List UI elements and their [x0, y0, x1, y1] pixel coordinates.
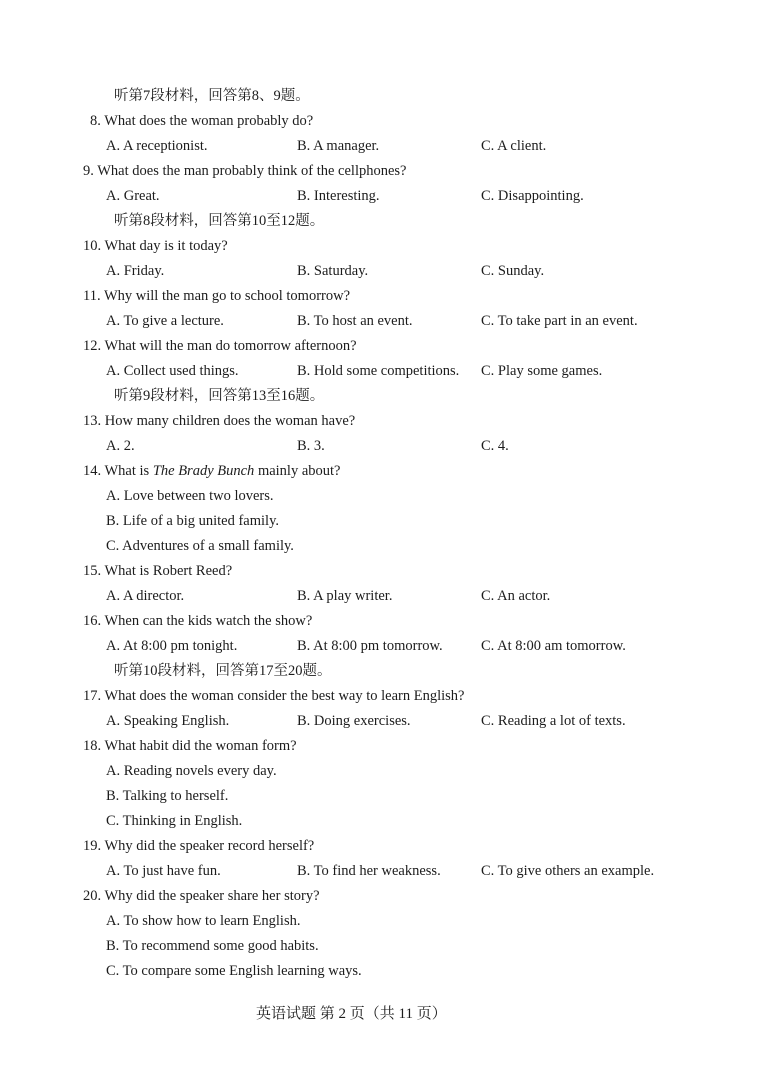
option-label: A.: [106, 763, 121, 779]
option-b: [297, 134, 379, 159]
question-13: [0, 409, 761, 434]
option-b: [297, 184, 380, 209]
option-text: At 8:00 pm tonight.: [122, 638, 238, 654]
option-text: Life of a big united family.: [122, 513, 280, 529]
question-stem: [83, 234, 228, 259]
option-label: A.: [106, 488, 121, 504]
question-stem: [83, 684, 464, 709]
option-b: [106, 784, 228, 809]
option-text: Great.: [123, 188, 160, 204]
options-row: [0, 509, 761, 534]
show-title: The Brady Bunch: [152, 463, 255, 479]
section-header: 听第7段材料，回答第8、9题。: [114, 88, 310, 104]
question-stem: [83, 159, 407, 184]
question-number: 11.: [83, 288, 101, 304]
section-header: 听第10段材料，回答第17至20题。: [114, 663, 332, 679]
option-text: 2.: [123, 438, 135, 454]
option-text: A director.: [122, 588, 185, 604]
question-19: [0, 834, 761, 859]
option-c: [481, 309, 638, 334]
option-c: [106, 959, 362, 984]
options-row: [0, 709, 761, 734]
option-c: [106, 534, 294, 559]
question-10: [0, 234, 761, 259]
options-row: [0, 584, 761, 609]
question-text: What is: [104, 463, 150, 479]
option-text: Saturday.: [313, 263, 369, 279]
option-c: [481, 259, 544, 284]
option-a: [106, 434, 135, 459]
question-stem: [90, 109, 313, 134]
option-a: [106, 309, 224, 334]
option-label: C.: [481, 638, 495, 654]
question-9: [0, 159, 761, 184]
question-text: What does the woman consider the best way to learn English?: [104, 688, 465, 704]
question-number: 12.: [83, 338, 102, 354]
option-text: Friday.: [123, 263, 165, 279]
question-text: Why did the speaker share her story?: [104, 888, 320, 904]
option-text: Love between two lovers.: [123, 488, 274, 504]
option-label: B.: [297, 438, 311, 454]
option-label: A.: [106, 188, 121, 204]
option-b: [297, 259, 368, 284]
option-text: Reading novels every day.: [123, 763, 277, 779]
question-15: [0, 559, 761, 584]
section-header-row: [0, 209, 761, 234]
option-label: C.: [481, 313, 495, 329]
option-b: [297, 859, 441, 884]
question-number: 19.: [83, 838, 102, 854]
option-text: Thinking in English.: [122, 813, 243, 829]
option-label: B.: [297, 588, 311, 604]
option-text: To show how to learn English.: [123, 913, 301, 929]
option-label: B.: [106, 788, 120, 804]
option-b: [106, 509, 279, 534]
option-c: [481, 184, 584, 209]
question-stem: [83, 834, 314, 859]
option-b: [297, 584, 392, 609]
option-text: Interesting.: [313, 188, 380, 204]
page-footer: 英语试题 第 2 页（共 11 页）: [256, 1006, 447, 1022]
question-stem: [83, 459, 340, 484]
question-stem: [83, 559, 232, 584]
option-label: A.: [106, 313, 121, 329]
option-label: A.: [106, 913, 121, 929]
option-label: C.: [481, 713, 495, 729]
options-row: [0, 859, 761, 884]
options-row: [0, 259, 761, 284]
option-text: Disappointing.: [497, 188, 584, 204]
option-a: [106, 859, 221, 884]
option-label: B.: [297, 713, 311, 729]
option-text: To recommend some good habits.: [122, 938, 319, 954]
option-text: To take part in an event.: [497, 313, 638, 329]
question-11: [0, 284, 761, 309]
option-label: B.: [297, 363, 311, 379]
option-label: C.: [106, 813, 120, 829]
question-text: What habit did the woman form?: [104, 738, 297, 754]
option-label: B.: [106, 938, 120, 954]
option-text: To host an event.: [313, 313, 413, 329]
question-number: 8.: [90, 113, 101, 129]
question-stem: [83, 334, 357, 359]
option-label: B.: [297, 188, 311, 204]
option-a: [106, 584, 184, 609]
option-text: Play some games.: [497, 363, 603, 379]
option-c: [106, 809, 242, 834]
option-text: To just have fun.: [123, 863, 221, 879]
options-row: [0, 909, 761, 934]
question-text-end: mainly about?: [257, 463, 341, 479]
option-a: [106, 184, 160, 209]
option-label: C.: [106, 538, 120, 554]
option-c: [481, 359, 602, 384]
options-row: [0, 759, 761, 784]
option-b: [297, 434, 325, 459]
option-text: A receptionist.: [122, 138, 208, 154]
question-number: 20.: [83, 888, 102, 904]
option-label: C.: [106, 963, 120, 979]
question-number: 13.: [83, 413, 102, 429]
option-label: B.: [297, 638, 311, 654]
options-row: [0, 184, 761, 209]
section-header-row: [0, 384, 761, 409]
option-text: An actor.: [497, 588, 551, 604]
question-text: What does the man probably think of the cellphones?: [97, 163, 407, 179]
question-text: What will the man do tomorrow afternoon?: [104, 338, 357, 354]
options-row: [0, 784, 761, 809]
question-stem: [83, 409, 355, 434]
section-header: 听第8段材料，回答第10至12题。: [114, 213, 325, 229]
option-text: Doing exercises.: [313, 713, 411, 729]
question-20: [0, 884, 761, 909]
question-number: 15.: [83, 563, 102, 579]
question-8: [0, 109, 761, 134]
option-a: [106, 259, 164, 284]
question-stem: [83, 734, 297, 759]
option-text: At 8:00 pm tomorrow.: [313, 638, 443, 654]
option-b: [297, 634, 443, 659]
option-label: C.: [481, 438, 495, 454]
question-text: Why did the speaker record herself?: [104, 838, 315, 854]
options-row: [0, 959, 761, 984]
question-text: What is Robert Reed?: [104, 563, 233, 579]
question-text: Why will the man go to school tomorrow?: [103, 288, 351, 304]
option-c: [481, 434, 509, 459]
option-a: [106, 759, 277, 784]
option-label: C.: [481, 138, 495, 154]
option-label: B.: [297, 263, 311, 279]
option-label: C.: [481, 363, 495, 379]
option-text: A client.: [497, 138, 547, 154]
question-number: 18.: [83, 738, 102, 754]
option-c: [481, 134, 546, 159]
option-a: [106, 484, 274, 509]
options-row: [0, 934, 761, 959]
option-c: [481, 709, 626, 734]
question-text: When can the kids watch the show?: [104, 613, 313, 629]
option-label: C.: [481, 188, 495, 204]
option-text: A play writer.: [313, 588, 393, 604]
option-text: Reading a lot of texts.: [497, 713, 626, 729]
option-label: A.: [106, 138, 121, 154]
option-text: 3.: [313, 438, 325, 454]
option-c: [481, 859, 654, 884]
question-18: [0, 734, 761, 759]
option-text: To give others an example.: [497, 863, 655, 879]
option-a: [106, 634, 237, 659]
options-row: [0, 634, 761, 659]
options-row: [0, 534, 761, 559]
option-text: Adventures of a small family.: [122, 538, 294, 554]
option-c: [481, 634, 626, 659]
option-b: [106, 934, 319, 959]
question-text: How many children does the woman have?: [104, 413, 356, 429]
section-header: 听第9段材料，回答第13至16题。: [114, 388, 325, 404]
question-17: [0, 684, 761, 709]
question-number: 9.: [83, 163, 94, 179]
options-row: [0, 134, 761, 159]
options-row: [0, 359, 761, 384]
question-16: [0, 609, 761, 634]
question-12: [0, 334, 761, 359]
options-row: [0, 309, 761, 334]
option-text: 4.: [497, 438, 509, 454]
option-text: Speaking English.: [123, 713, 230, 729]
options-row: [0, 809, 761, 834]
option-text: Hold some competitions.: [313, 363, 460, 379]
option-text: At 8:00 am tomorrow.: [497, 638, 626, 654]
option-label: C.: [481, 588, 495, 604]
question-text: What does the woman probably do?: [104, 113, 314, 129]
question-text: What day is it today?: [104, 238, 228, 254]
option-label: A.: [106, 863, 121, 879]
option-label: B.: [297, 863, 311, 879]
question-stem: [83, 609, 312, 634]
option-text: Sunday.: [497, 263, 545, 279]
option-label: A.: [106, 363, 121, 379]
option-c: [481, 584, 550, 609]
section-header-row: [0, 84, 761, 109]
option-label: A.: [106, 438, 121, 454]
option-text: To compare some English learning ways.: [122, 963, 362, 979]
question-number: 17.: [83, 688, 102, 704]
option-label: C.: [481, 263, 495, 279]
option-b: [297, 709, 411, 734]
option-label: B.: [297, 138, 311, 154]
option-b: [297, 359, 459, 384]
option-label: B.: [106, 513, 120, 529]
question-stem: [83, 884, 320, 909]
option-label: A.: [106, 638, 121, 654]
option-text: Collect used things.: [123, 363, 239, 379]
question-number: 10.: [83, 238, 102, 254]
option-label: C.: [481, 863, 495, 879]
option-label: A.: [106, 263, 121, 279]
option-label: A.: [106, 713, 121, 729]
option-b: [297, 309, 413, 334]
option-a: [106, 359, 239, 384]
question-stem: [83, 284, 350, 309]
option-text: A manager.: [313, 138, 380, 154]
section-header-row: [0, 659, 761, 684]
option-label: A.: [106, 588, 121, 604]
options-row: [0, 434, 761, 459]
question-number: 16.: [83, 613, 102, 629]
question-14: [0, 459, 761, 484]
option-text: To find her weakness.: [313, 863, 441, 879]
option-a: [106, 909, 300, 934]
option-text: To give a lecture.: [123, 313, 224, 329]
question-number: 14.: [83, 463, 102, 479]
options-row: [0, 484, 761, 509]
option-a: [106, 134, 208, 159]
option-label: B.: [297, 313, 311, 329]
option-a: [106, 709, 229, 734]
option-text: Talking to herself.: [122, 788, 229, 804]
